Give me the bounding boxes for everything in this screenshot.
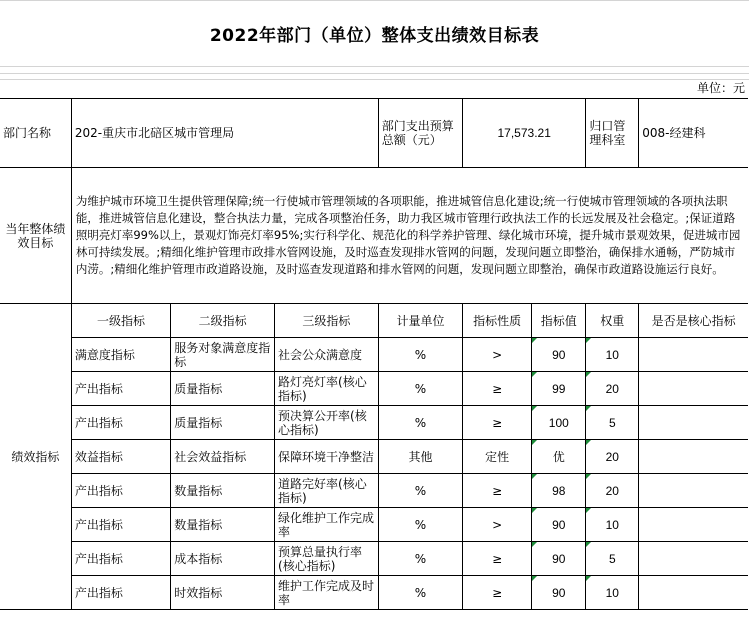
cell-core[interactable] xyxy=(639,576,748,610)
cell-value[interactable]: 90 xyxy=(532,576,586,610)
office-label: 归口管理科室 xyxy=(586,99,639,168)
cell-unit[interactable]: % xyxy=(378,372,462,406)
cell-nature[interactable]: > xyxy=(463,338,532,372)
cell-level2[interactable]: 服务对象满意度指标 xyxy=(171,338,275,372)
cell-nature[interactable]: > xyxy=(463,508,532,542)
unit-label: 单位：元 xyxy=(696,81,745,95)
cell-nature[interactable]: ≥ xyxy=(463,474,532,508)
table-row xyxy=(0,474,748,508)
indicator-header-row xyxy=(0,304,748,338)
table-row xyxy=(0,372,748,406)
dept-name-value[interactable]: 202-重庆市北碚区城市管理局 xyxy=(71,99,378,168)
gridline xyxy=(0,66,749,67)
cell-level3[interactable]: 社会公众满意度 xyxy=(275,338,379,372)
table-row xyxy=(0,406,748,440)
cell-nature[interactable]: ≥ xyxy=(463,542,532,576)
performance-table xyxy=(0,98,748,610)
cell-core[interactable] xyxy=(639,542,748,576)
cell-nature[interactable]: 定性 xyxy=(463,440,532,474)
cell-weight[interactable]: 10 xyxy=(586,508,639,542)
cell-level1[interactable]: 效益指标 xyxy=(71,440,170,474)
header-level3: 三级指标 xyxy=(275,304,379,338)
cell-level2[interactable]: 数量指标 xyxy=(171,474,275,508)
page-title: 2022年部门（单位）整体支出绩效目标表 xyxy=(209,25,540,46)
cell-weight[interactable]: 5 xyxy=(586,406,639,440)
cell-value[interactable]: 98 xyxy=(532,474,586,508)
cell-level1[interactable]: 产出指标 xyxy=(71,474,170,508)
cell-weight[interactable]: 20 xyxy=(586,372,639,406)
cell-level1[interactable]: 产出指标 xyxy=(71,508,170,542)
cell-nature[interactable]: ≥ xyxy=(463,372,532,406)
cell-weight[interactable]: 5 xyxy=(586,542,639,576)
cell-level3[interactable]: 预算总量执行率(核心指标) xyxy=(275,542,379,576)
cell-core[interactable] xyxy=(639,508,748,542)
cell-nature[interactable]: ≥ xyxy=(463,576,532,610)
cell-level3[interactable]: 保障环境干净整洁 xyxy=(275,440,379,474)
cell-unit[interactable]: 其他 xyxy=(378,440,462,474)
cell-unit[interactable]: % xyxy=(378,576,462,610)
goal-label: 当年整体绩效目标 xyxy=(0,168,71,304)
dept-info-row xyxy=(0,99,748,168)
header-level1: 一级指标 xyxy=(71,304,170,338)
cell-level2[interactable]: 质量指标 xyxy=(171,406,275,440)
cell-level1[interactable]: 产出指标 xyxy=(71,542,170,576)
table-row xyxy=(0,440,748,474)
cell-unit[interactable]: % xyxy=(378,406,462,440)
cell-level2[interactable]: 社会效益指标 xyxy=(171,440,275,474)
cell-value[interactable]: 优 xyxy=(532,440,586,474)
cell-level3[interactable]: 路灯亮灯率(核心指标) xyxy=(275,372,379,406)
cell-weight[interactable]: 10 xyxy=(586,338,639,372)
header-nature: 指标性质 xyxy=(463,304,532,338)
gridline xyxy=(0,79,749,80)
header-weight: 权重 xyxy=(586,304,639,338)
cell-core[interactable] xyxy=(639,338,748,372)
cell-core[interactable] xyxy=(639,440,748,474)
cell-level2[interactable]: 质量指标 xyxy=(171,372,275,406)
cell-unit[interactable]: % xyxy=(378,542,462,576)
cell-unit[interactable]: % xyxy=(378,508,462,542)
table-row xyxy=(0,542,748,576)
cell-level2[interactable]: 时效指标 xyxy=(171,576,275,610)
table-row xyxy=(0,508,748,542)
cell-nature[interactable]: ≥ xyxy=(463,406,532,440)
cell-level1[interactable]: 产出指标 xyxy=(71,406,170,440)
cell-weight[interactable]: 20 xyxy=(586,440,639,474)
budget-value[interactable]: 17,573.21 xyxy=(463,99,586,168)
goal-text[interactable]: 为维护城市环境卫生提供管理保障;统一行使城市管理领域的各项职能，推进城管信息化建设;统一行使城市管理领域的各项执法职能，推进城管信息化建设，整合执法力量，完成各项整治任务，助力我区城市管理行政执法工作的长远发展及社会稳定。;保证道路照明亮灯率99%以上，景观灯饰亮灯率95%;实行科学化、规范化的科学养护管理、绿化城市环境，提升城市景观效果，促进城市园林可持续发展。;精细化维护管理市政排水管网设施，及时巡查发现排水管网的问题，发现问题立即整治，确保排水通畅，严防城市内涝。;精细化维护管理市政道路设施，及时巡查发现道路和排水管网的问题，发现问题立即整治，确保市政道路设施运行良好。 xyxy=(71,168,748,304)
cell-level3[interactable]: 道路完好率(核心指标) xyxy=(275,474,379,508)
perf-label: 绩效指标 xyxy=(0,304,71,610)
office-value[interactable]: 008-经建科 xyxy=(639,99,748,168)
cell-level3[interactable]: 预决算公开率(核心指标) xyxy=(275,406,379,440)
cell-weight[interactable]: 20 xyxy=(586,474,639,508)
cell-weight[interactable]: 10 xyxy=(586,576,639,610)
header-unit: 计量单位 xyxy=(378,304,462,338)
cell-core[interactable] xyxy=(639,406,748,440)
cell-value[interactable]: 90 xyxy=(532,338,586,372)
cell-value[interactable]: 100 xyxy=(532,406,586,440)
cell-core[interactable] xyxy=(639,474,748,508)
table-row xyxy=(0,338,748,372)
cell-level3[interactable]: 维护工作完成及时率 xyxy=(275,576,379,610)
cell-unit[interactable]: % xyxy=(378,474,462,508)
cell-core[interactable] xyxy=(639,372,748,406)
cell-level1[interactable]: 产出指标 xyxy=(71,576,170,610)
budget-label: 部门支出预算总额（元） xyxy=(378,99,462,168)
gridline xyxy=(0,73,749,74)
cell-level1[interactable]: 产出指标 xyxy=(71,372,170,406)
goal-row xyxy=(0,168,748,304)
cell-level1[interactable]: 满意度指标 xyxy=(71,338,170,372)
header-core: 是否是核心指标 xyxy=(639,304,748,338)
cell-level2[interactable]: 成本指标 xyxy=(171,542,275,576)
dept-name-label: 部门名称 xyxy=(0,99,71,168)
cell-unit[interactable]: % xyxy=(378,338,462,372)
header-value: 指标值 xyxy=(532,304,586,338)
cell-value[interactable]: 99 xyxy=(532,372,586,406)
header-level2: 二级指标 xyxy=(171,304,275,338)
cell-level2[interactable]: 数量指标 xyxy=(171,508,275,542)
cell-value[interactable]: 90 xyxy=(532,508,586,542)
cell-level3[interactable]: 绿化维护工作完成率 xyxy=(275,508,379,542)
table-row xyxy=(0,576,748,610)
cell-value[interactable]: 90 xyxy=(532,542,586,576)
